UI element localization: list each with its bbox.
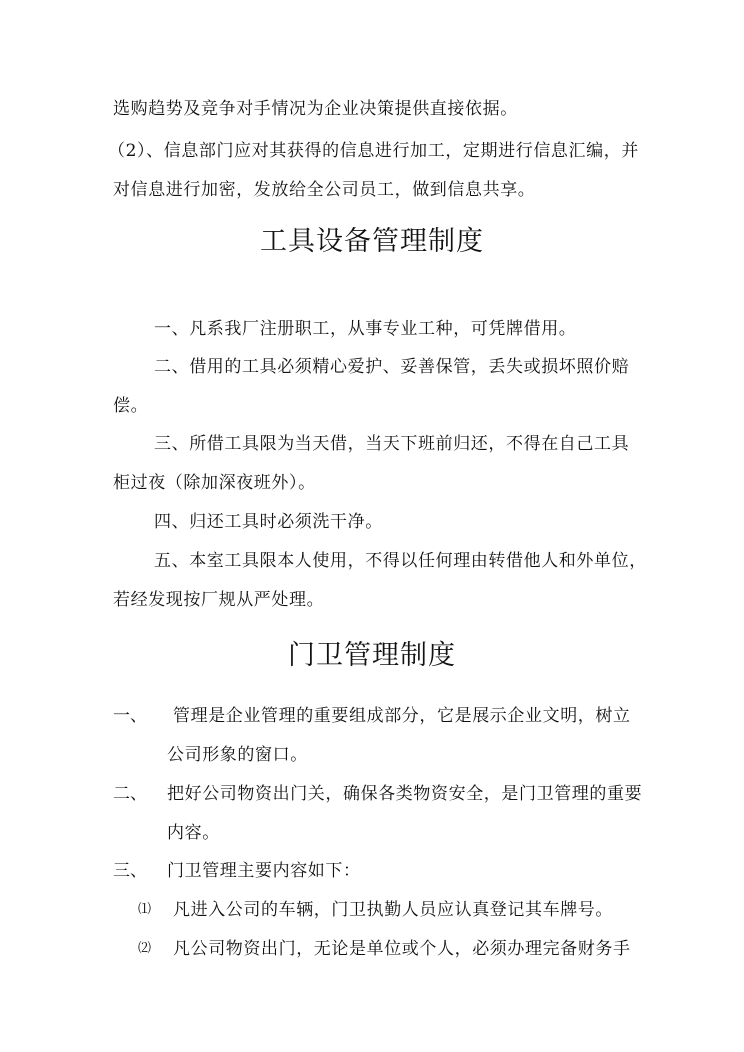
gate-sub-item-1-text: 凡进入公司的车辆，门卫执勤人员应认真登记其车牌号。	[173, 900, 613, 920]
gate-section-title: 门卫管理制度	[288, 640, 456, 671]
gate-item-2-line-1: 把好公司物资出门关，确保各类物资安全，是门卫管理的重要	[167, 784, 643, 804]
intro-line-3: 对信息进行加密，发放给全公司员工，做到信息共享。	[113, 180, 536, 200]
tools-item-5-line-2: 若经发现按厂规从严处理。	[113, 590, 325, 610]
gate-sub-item-1-number: ⑴	[138, 902, 152, 917]
tools-item-2-line-1: 二、借用的工具必须精心爱护、妥善保管，丢失或损坏照价赔	[154, 357, 630, 377]
tools-item-1: 一、凡系我厂注册职工，从事专业工种，可凭牌借用。	[154, 319, 577, 339]
tools-item-3-line-2: 柜过夜（除加深夜班外）。	[113, 473, 316, 493]
gate-item-3-number: 三、	[113, 861, 147, 881]
tools-item-5-line-1: 五、本室工具限本人使用，不得以任何理由转借他人和外单位，	[154, 551, 647, 571]
tools-item-2-line-2: 偿。	[113, 396, 149, 416]
tools-item-3-line-1: 三、所借工具限为当天借，当天下班前归还，不得在自己工具	[154, 434, 630, 454]
gate-sub-item-2-number: ⑵	[138, 941, 152, 956]
gate-item-2-number: 二、	[113, 784, 147, 804]
gate-item-3-line-1: 门卫管理主要内容如下：	[167, 861, 361, 881]
gate-item-2-line-2: 内容。	[167, 823, 220, 843]
gate-sub-item-2-text: 凡公司物资出门，无论是单位或个人，必须办理完备财务手	[173, 939, 631, 959]
tools-item-4: 四、归还工具时必须洗干净。	[154, 512, 383, 532]
gate-item-1-number: 一、	[113, 706, 147, 726]
tools-section-title: 工具设备管理制度	[260, 226, 484, 257]
intro-line-1: 选购趋势及竞争对手情况为企业决策提供直接依据。	[113, 99, 518, 119]
gate-item-1-line-1: 管理是企业管理的重要组成部分，它是展示企业文明，树立	[173, 706, 631, 726]
gate-item-1-line-2: 公司形象的窗口。	[167, 745, 308, 765]
intro-line-2: （2）、信息部门应对其获得的信息进行加工，定期进行信息汇编，并	[108, 141, 639, 161]
